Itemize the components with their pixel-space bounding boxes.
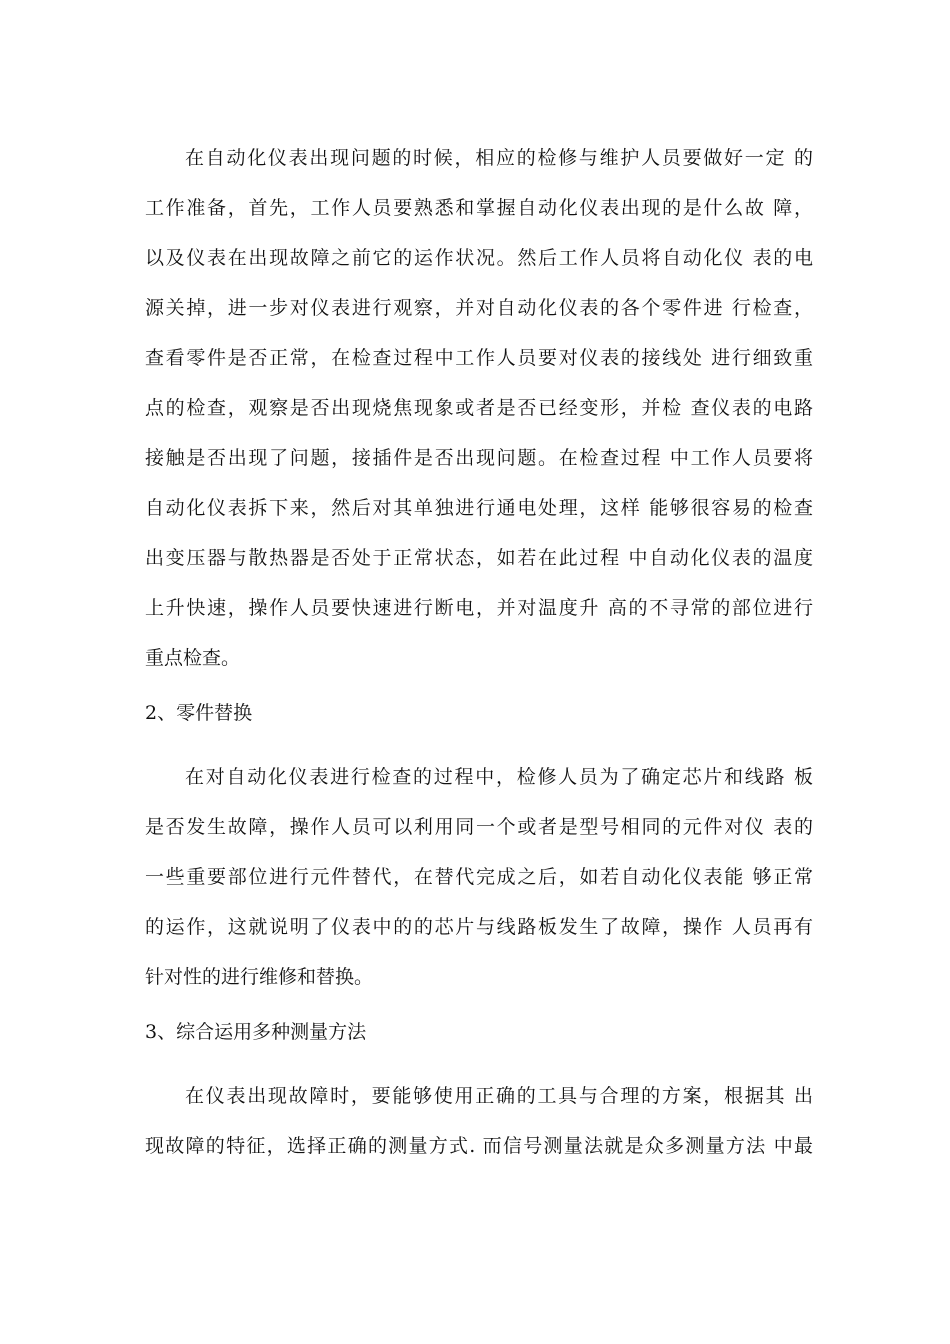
paragraph-fault-inspection — [145, 133, 813, 683]
paragraph-line: 在对自动化仪表进行检查的过程中，检修人员为了确定芯片和线路 板 — [185, 766, 813, 788]
paragraph-line: 查看零件是否正常，在检查过程中工作人员要对仪表的接线处 进行细致重 — [145, 347, 813, 369]
paragraph-line: 点的检查，观察是否出现烧焦现象或者是否已经变形，并检 查仪表的电路 — [145, 397, 813, 419]
section-heading-parts-replacement: 2、零件替换 — [145, 702, 253, 724]
paragraph-line: 是否发生故障，操作人员可以利用同一个或者是型号相同的元件对仪 表的 — [145, 816, 813, 838]
paragraph-measurement-methods — [145, 1071, 813, 1171]
paragraph-line: 接触是否出现了问题，接插件是否出现问题。在检查过程 中工作人员要将 — [145, 447, 813, 469]
paragraph-line: 源关掉，进一步对仪表进行观察，并对自动化仪表的各个零件进 行检查， — [145, 297, 813, 319]
document-body — [145, 133, 813, 1171]
paragraph-line: 重点检查。 — [145, 647, 241, 669]
paragraph-line: 以及仪表在出现故障之前它的运作状况。然后工作人员将自动化仪 表的电 — [145, 247, 813, 269]
paragraph-line: 出变压器与散热器是否处于正常状态，如若在此过程 中自动化仪表的温度 — [145, 547, 813, 569]
paragraph-line: 自动化仪表拆下来，然后对其单独进行通电处理，这样 能够很容易的检查 — [145, 497, 813, 519]
paragraph-line: 工作准备，首先，工作人员要熟悉和掌握自动化仪表出现的是什么故 障， — [145, 197, 813, 219]
paragraph-line: 的运作，这就说明了仪表中的的芯片与线路板发生了故障，操作 人员再有 — [145, 916, 813, 938]
paragraph-line: 一些重要部位进行元件替代，在替代完成之后，如若自动化仪表能 够正常 — [145, 866, 813, 888]
paragraph-line: 针对性的进行维修和替换。 — [145, 966, 374, 988]
paragraph-parts-replacement — [145, 752, 813, 1002]
section-heading-measurement-methods: 3、综合运用多种测量方法 — [145, 1021, 367, 1043]
paragraph-line: 上升快速，操作人员要快速进行断电，并对温度升 高的不寻常的部位进行 — [145, 597, 813, 619]
paragraph-line: 现故障的特征，选择正确的测量方式. 而信号测量法就是众多测量方法 中最 — [145, 1135, 813, 1157]
paragraph-line: 在仪表出现故障时，要能够使用正确的工具与合理的方案，根据其 出 — [185, 1085, 813, 1107]
paragraph-line: 在自动化仪表出现问题的时候，相应的检修与维护人员要做好一定 的 — [185, 147, 813, 169]
